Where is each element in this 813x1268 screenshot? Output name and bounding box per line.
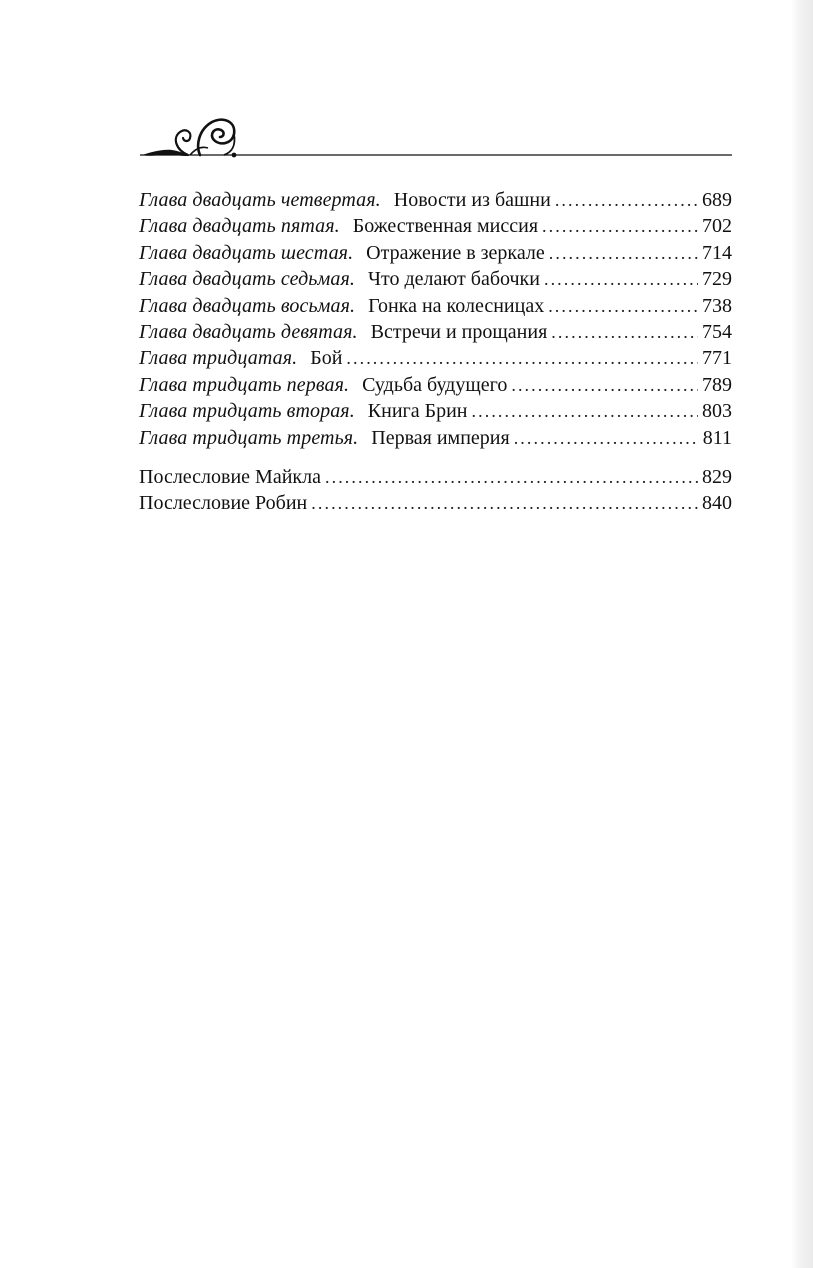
- dot-leader: [511, 372, 698, 398]
- dot-leader: [551, 319, 698, 345]
- chapter-label: Глава тридцать вторая.: [139, 400, 355, 423]
- toc-entry[interactable]: [139, 319, 732, 345]
- chapter-label: Глава двадцать пятая.: [139, 215, 340, 238]
- dot-leader: [549, 240, 698, 266]
- dot-leader: [311, 490, 698, 516]
- chapter-title: Первая империя: [371, 426, 510, 449]
- chapter-label: Глава двадцать шестая.: [139, 241, 354, 264]
- page-number: 803: [702, 400, 732, 423]
- flourish-ornament-icon: [140, 112, 740, 162]
- dot-leader: [555, 187, 698, 213]
- dot-leader: [472, 398, 698, 424]
- chapter-title: Гонка на колесницах: [368, 294, 545, 317]
- afterword-title: Послесловие Робин: [139, 492, 308, 515]
- chapter-title: Книга Брин: [367, 400, 468, 423]
- chapter-label: Глава тридцать третья.: [139, 426, 359, 449]
- toc-entry[interactable]: [139, 398, 732, 424]
- dot-leader: [544, 266, 698, 292]
- chapter-label: Глава тридцать первая.: [139, 373, 350, 396]
- afterword-title: Послесловие Майкла: [139, 465, 321, 488]
- page-number: 829: [702, 465, 732, 488]
- toc-entry[interactable]: [139, 187, 732, 213]
- page-edge-shadow: [791, 0, 813, 1268]
- chapter-title: Новости из башни: [393, 189, 551, 211]
- toc-entry[interactable]: [139, 345, 732, 371]
- chapter-title: Отражение в зеркале: [366, 241, 545, 264]
- page-number: 714: [702, 241, 732, 264]
- dot-leader: [548, 293, 698, 319]
- chapter-label: Глава двадцать четвертая.: [139, 189, 381, 211]
- chapter-label: Глава двадцать восьмая.: [139, 294, 356, 317]
- page-number: 789: [702, 373, 732, 396]
- page-number: 771: [702, 347, 732, 370]
- chapter-label: Глава двадцать девятая.: [139, 320, 358, 343]
- page-number: 702: [702, 215, 732, 238]
- chapter-title: Божественная миссия: [352, 215, 539, 238]
- chapter-title: Бой: [310, 347, 343, 370]
- toc-entry-afterword[interactable]: [139, 490, 732, 516]
- page-number: 840: [702, 492, 732, 515]
- chapter-title: Встречи и прощания: [370, 320, 548, 343]
- toc-entry[interactable]: [139, 213, 732, 239]
- toc-entry[interactable]: [139, 266, 732, 292]
- chapter-title: Что делают бабочки: [367, 268, 540, 291]
- toc-entry[interactable]: [139, 293, 732, 319]
- section-gap: [139, 451, 732, 464]
- dot-leader: [346, 345, 698, 371]
- chapter-title: Судьба будущего: [362, 373, 508, 396]
- toc-entry[interactable]: [139, 240, 732, 266]
- page-number: 729: [702, 268, 732, 291]
- chapter-label: Глава двадцать седьмая.: [139, 268, 355, 291]
- toc-entry[interactable]: [139, 372, 732, 398]
- toc-entry[interactable]: [139, 425, 732, 451]
- dot-leader: [325, 464, 698, 490]
- table-of-contents: [139, 187, 732, 517]
- dot-leader: [542, 213, 698, 239]
- page-number: 738: [702, 294, 732, 317]
- page-number: 811: [702, 426, 732, 449]
- toc-entry-afterword[interactable]: [139, 464, 732, 490]
- dot-leader: [514, 425, 699, 451]
- page-number: 689: [702, 189, 732, 211]
- chapter-label: Глава тридцатая.: [139, 347, 298, 370]
- page-number: 754: [702, 320, 732, 343]
